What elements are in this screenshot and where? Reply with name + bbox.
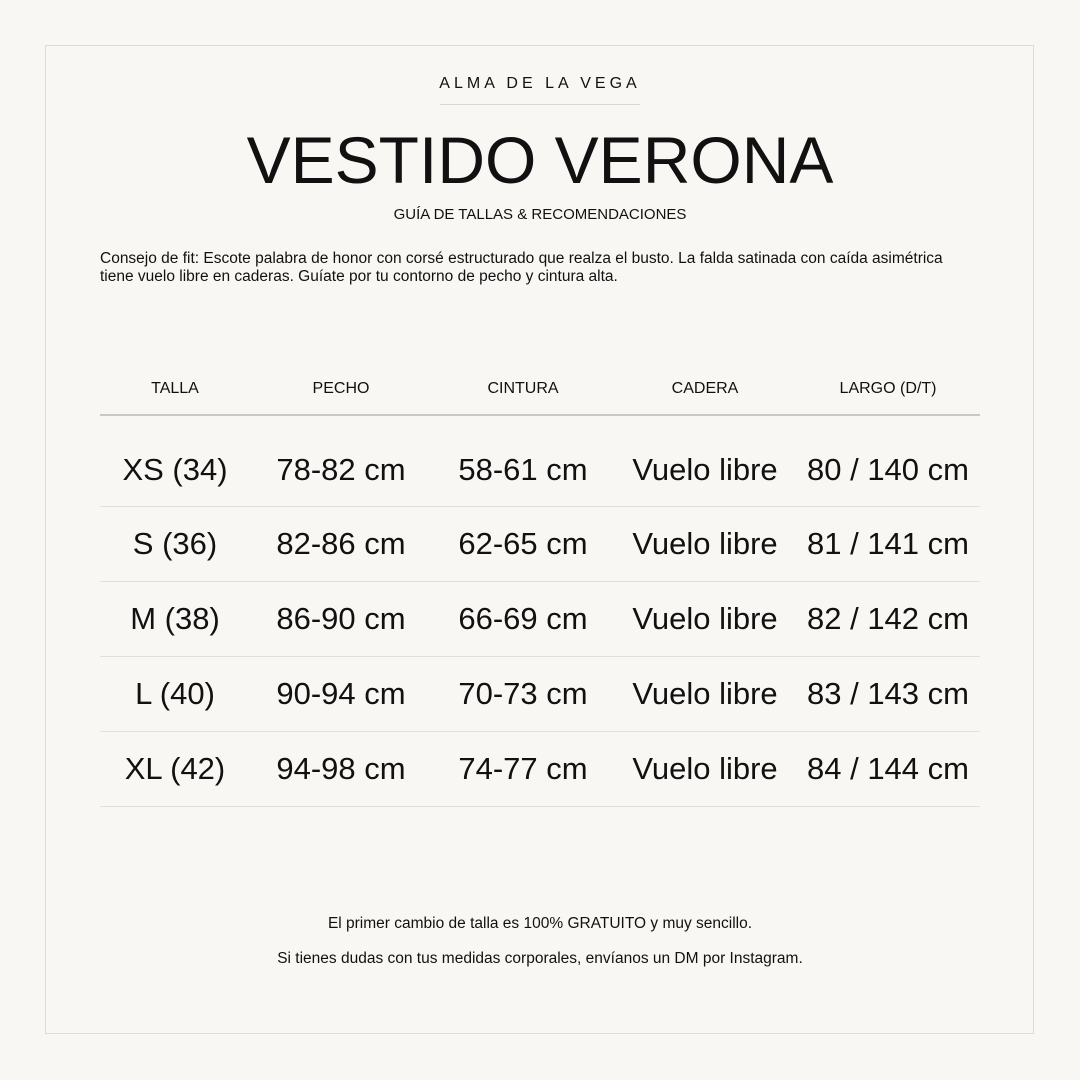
cell-pecho: 82-86 cm <box>250 506 432 581</box>
header-cadera: CADERA <box>614 364 796 415</box>
cell-talla: XL (42) <box>100 731 250 806</box>
cell-pecho: 86-90 cm <box>250 581 432 656</box>
cell-pecho: 90-94 cm <box>250 656 432 731</box>
cell-largo: 80 / 140 cm <box>796 415 980 506</box>
cell-talla: XS (34) <box>100 415 250 506</box>
cell-cadera: Vuelo libre <box>614 656 796 731</box>
cell-cintura: 74-77 cm <box>432 731 614 806</box>
cell-largo: 83 / 143 cm <box>796 656 980 731</box>
cell-cadera: Vuelo libre <box>614 731 796 806</box>
table-row <box>100 656 980 731</box>
header-cintura: CINTURA <box>432 364 614 415</box>
product-title: VESTIDO VERONA <box>246 123 834 197</box>
cell-talla: S (36) <box>100 506 250 581</box>
table-row <box>100 415 980 506</box>
header-largo: LARGO (D/T) <box>796 364 980 415</box>
cell-talla: L (40) <box>100 656 250 731</box>
table-row <box>100 581 980 656</box>
cell-pecho: 94-98 cm <box>250 731 432 806</box>
cell-largo: 84 / 144 cm <box>796 731 980 806</box>
size-table <box>100 364 980 807</box>
footer-contact-note: Si tienes dudas con tus medidas corporales, envíanos un DM por Instagram. <box>277 950 803 967</box>
header-pecho: PECHO <box>250 364 432 415</box>
cell-cintura: 66-69 cm <box>432 581 614 656</box>
table-row <box>100 731 980 806</box>
page-subtitle: GUÍA DE TALLAS & RECOMENDACIONES <box>393 206 687 223</box>
cell-pecho: 78-82 cm <box>250 415 432 506</box>
fit-tip-line-2: tiene vuelo libre en caderas. Guíate por tu contorno de pecho y cintura alta. <box>100 268 618 285</box>
cell-cintura: 70-73 cm <box>432 656 614 731</box>
cell-cintura: 58-61 cm <box>432 415 614 506</box>
table-row <box>100 506 980 581</box>
cell-cintura: 62-65 cm <box>432 506 614 581</box>
fit-tip-line-1: Consejo de fit: Escote palabra de honor con corsé estructurado que realza el busto. La falda satinada con caída asimétrica <box>100 250 943 267</box>
cell-talla: M (38) <box>100 581 250 656</box>
cell-largo: 82 / 142 cm <box>796 581 980 656</box>
cell-cadera: Vuelo libre <box>614 581 796 656</box>
cell-largo: 81 / 141 cm <box>796 506 980 581</box>
header-talla: TALLA <box>100 364 250 415</box>
footer-exchange-note: El primer cambio de talla es 100% GRATUITO y muy sencillo. <box>327 915 753 932</box>
table-header-row <box>100 364 980 415</box>
brand-name: ALMA DE LA VEGA <box>439 75 641 92</box>
cell-cadera: Vuelo libre <box>614 506 796 581</box>
fit-tip <box>100 250 980 286</box>
cell-cadera: Vuelo libre <box>614 415 796 506</box>
brand-divider <box>440 104 640 105</box>
